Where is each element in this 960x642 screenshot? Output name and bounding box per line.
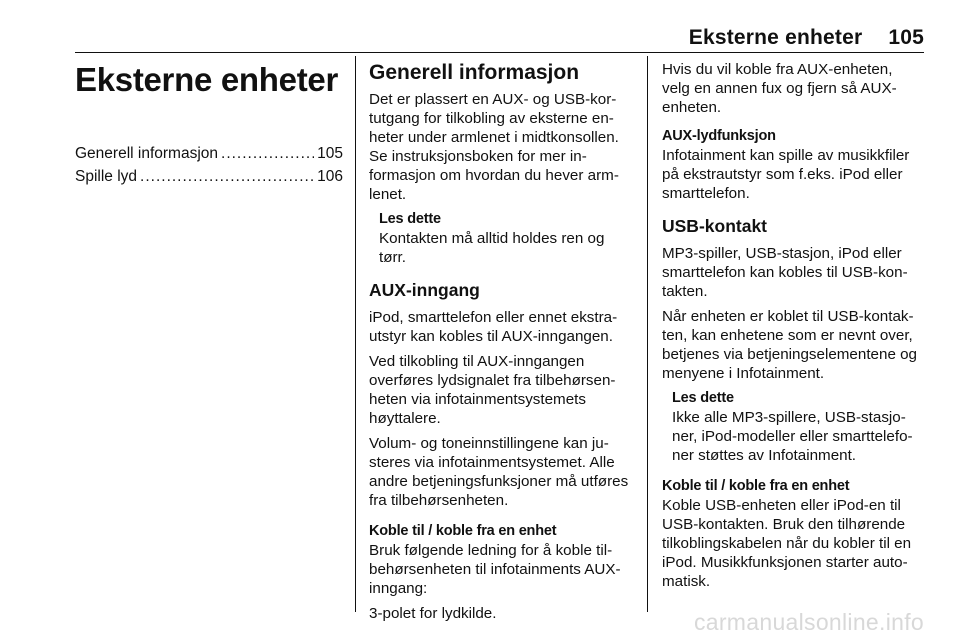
paragraph: Det er plassert en AUX- og USB-kortutgang for tilkobling av eksterne enheter under armlenet i midtkonsollen. Se instruksjonsboken for mer informasjon om hvordan du hever armlenet. <box>369 91 619 203</box>
column-1 <box>75 60 343 188</box>
section-heading-general: Generell informasjon <box>369 61 580 84</box>
note-box <box>672 389 924 465</box>
column-divider-2 <box>647 56 648 612</box>
paragraph: Hvis du vil koble fra AUX-enheten, velg en annen fux og fjern så AUX-enheten. <box>662 61 897 116</box>
subheading-connect: Koble til / koble fra en enhet <box>369 523 557 539</box>
column-divider-1 <box>355 56 356 612</box>
paragraph: MP3-spiller, USB-stasjon, iPod eller smarttelefon kan kobles til USB-kontakten. <box>662 245 908 300</box>
header-rule <box>75 52 924 53</box>
toc-label: Generell informasjon <box>75 145 219 162</box>
table-of-contents <box>75 142 343 188</box>
subheading-connect: Koble til / koble fra en enhet <box>662 478 850 494</box>
paragraph: Volum- og toneinnstillingene kan justeres via infotainmentsystemet. Alle andre betjeningsfunksjoner må utføres fra tilbehørsenheten. <box>369 435 629 509</box>
paragraph: 3-polet for lydkilde. <box>369 605 497 622</box>
section-heading-aux: AUX-inngang <box>369 280 480 300</box>
note-text: Ikke alle MP3-spillere, USB-stasjoner, iPod-modeller eller smarttelefoner støttes av Infotainment. <box>672 409 913 464</box>
toc-label: Spille lyd <box>75 168 138 185</box>
paragraph: iPod, smarttelefon eller ennet ekstrautstyr kan kobles til AUX-inngangen. <box>369 309 618 345</box>
toc-entry-general[interactable] <box>75 142 343 165</box>
page-number: 105 <box>888 26 924 49</box>
paragraph: Koble USB-enheten eller iPod-en til USB-kontakten. Bruk den tilhørende tilkoblingskabelen når du kobler til en iPod. Musikkfunksjonen starter automatisk. <box>662 497 912 590</box>
subheading-aux-function: AUX-lydfunksjon <box>662 128 776 144</box>
paragraph: Infotainment kan spille av musikkfiler på ekstrautstyr som f.eks. iPod eller smarttelefon. <box>662 147 910 202</box>
toc-entry-play-audio[interactable] <box>75 165 343 188</box>
column-3 <box>662 60 924 597</box>
toc-leader <box>221 142 314 165</box>
watermark: carmanualsonline.info <box>693 609 924 635</box>
chapter-title: Eksterne enheter <box>75 61 338 98</box>
running-header <box>689 26 924 50</box>
column-2 <box>369 60 631 629</box>
note-title: Les dette <box>672 390 734 406</box>
paragraph: Bruk følgende ledning for å koble tilbehørsenheten til infotainments AUX-inngang: <box>369 542 621 597</box>
note-text: Kontakten må alltid holdes ren og tørr. <box>379 230 605 266</box>
toc-leader <box>140 165 314 188</box>
note-box <box>379 210 631 267</box>
paragraph: Når enheten er koblet til USB-kontakten, kan enhetene som er nevnt over, betjenes via betjeningselementene og menyene i Infotainment. <box>662 308 917 382</box>
note-title: Les dette <box>379 211 441 227</box>
paragraph: Ved tilkobling til AUX-inngangen overføres lydsignalet fra tilbehørsenheten via infotainmentsystemets høyttalere. <box>369 353 616 427</box>
toc-page: 106 <box>317 168 343 185</box>
section-heading-usb: USB-kontakt <box>662 216 768 236</box>
header-title: Eksterne enheter <box>688 26 863 49</box>
toc-page: 105 <box>317 145 343 162</box>
